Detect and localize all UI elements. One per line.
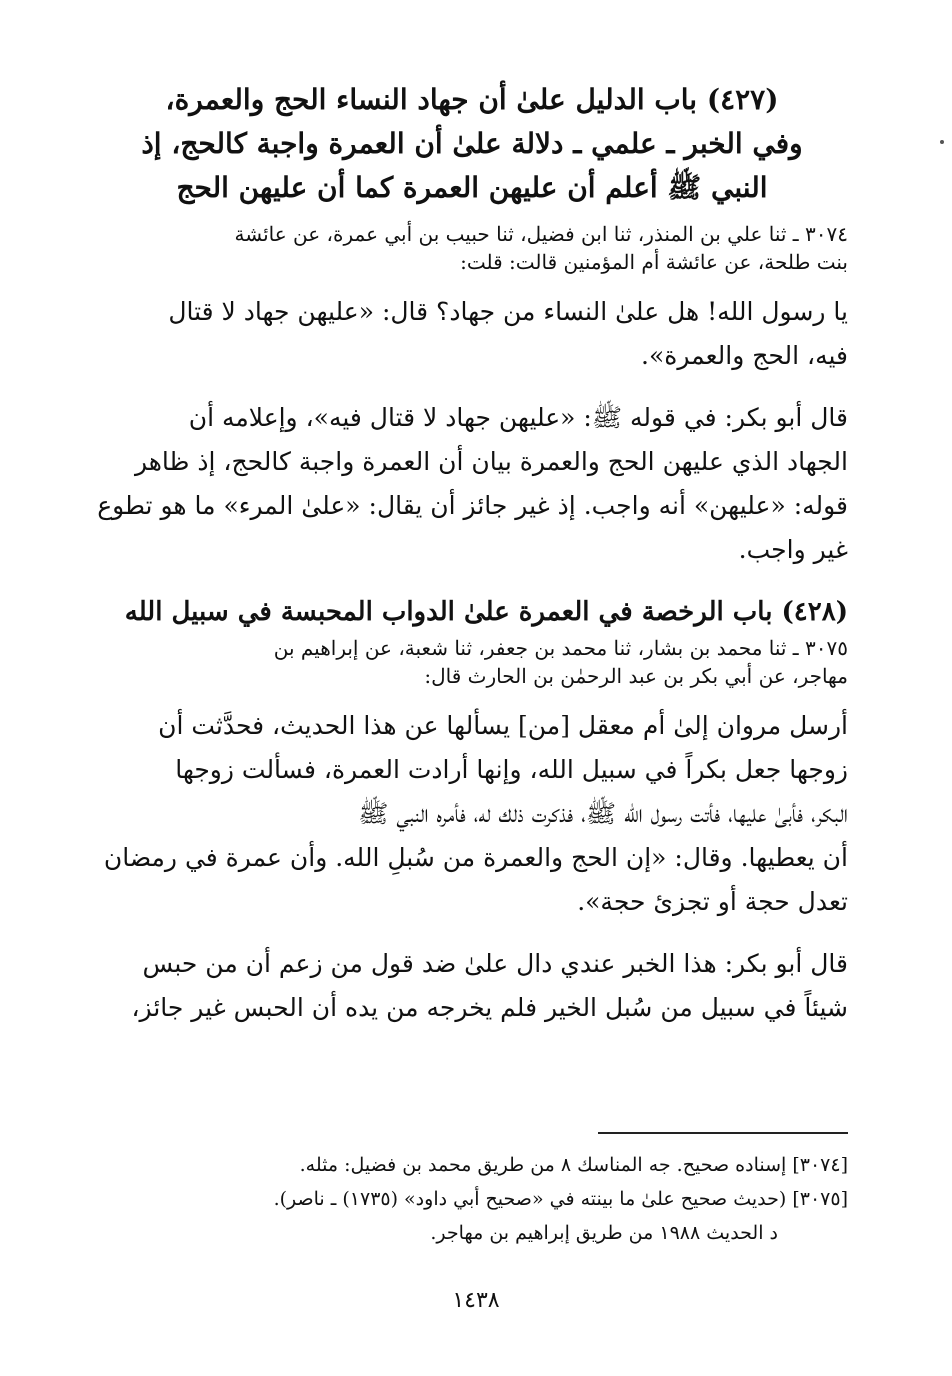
chapter-heading-428 [96, 590, 848, 634]
text-line: يا رسول الله! هل علىٰ النساء من جهاد؟ قال: «عليهن جهاد لا قتال [168, 297, 848, 326]
margin-mark [940, 140, 944, 144]
text-line: قال أبو بكر: في قوله ﷺ: «عليهن جهاد لا قتال فيه»، وإعلامه أن [188, 403, 848, 432]
hadith-3074-text [96, 290, 848, 378]
page-number: ١٤٣٨ [452, 1288, 500, 1313]
hadith-3075-text [96, 704, 848, 924]
footnote-3075: [٣٠٧٥] (حديث صحيح علىٰ ما بينته في «صحيح أبي داود» (١٧٣٥) ـ ناصر). [273, 1188, 848, 1210]
chain-line: بنت طلحة، عن عائشة أم المؤمنين قالت: قلت: [460, 250, 848, 274]
text-line: غير واجب. [738, 535, 848, 564]
chain-line: مهاجر، عن أبي بكر بن عبد الرحمٰن بن الحارث قال: [424, 664, 848, 688]
text-line: قال أبو بكر: هذا الخبر عندي دال علىٰ ضد قول من زعم أن من حبس [142, 949, 848, 978]
text-line: البكر، فأبىٰ عليها، فأتت رسول الله ﷺ، فذكرت ذلك له، فأمره النبي ﷺ [358, 799, 848, 828]
chain-line: ٣٠٧٥ ـ ثنا محمد بن بشار، ثنا محمد بن جعفر، ثنا شعبة، عن إبراهيم بن [273, 636, 848, 660]
heading-line: النبي ﷺ أعلم أن عليهن العمرة كما أن عليهن الحج [176, 171, 768, 204]
text-line: فيه، الحج والعمرة». [641, 341, 848, 370]
heading-line: وفي الخبر ـ علمي ـ دلالة علىٰ أن العمرة واجبة كالحج، إذ [141, 127, 803, 160]
footnote-3075-continued: د الحديث ١٩٨٨ من طريق إبراهيم بن مهاجر. [430, 1222, 778, 1244]
hadith-3074-chain [96, 220, 848, 276]
footnote-3074: [٣٠٧٤] إسناده صحيح. جه المناسك ٨ من طريق محمد بن فضيل: مثله. [299, 1154, 848, 1176]
text-line: الجهاد الذي عليهن الحج والعمرة بيان أن العمرة واجبة كالحج، إذ ظاهر [134, 447, 848, 476]
text-line: قوله: «عليهن» أنه واجب. إذ غير جائز أن يقال: «علىٰ المرء» ما هو تطوع [97, 491, 848, 520]
footnote-divider [598, 1132, 848, 1134]
heading-line: (٤٢٨) باب الرخصة في العمرة علىٰ الدواب المحبسة في سبيل الله [124, 597, 848, 627]
footnotes [96, 1148, 848, 1250]
chain-line: ٣٠٧٤ ـ ثنا علي بن المنذر، ثنا ابن فضيل، ثنا حبيب بن أبي عمرة، عن عائشة [234, 222, 848, 246]
hadith-3075-chain [96, 634, 848, 690]
text-line: زوجها جعل بكراً في سبيل الله، وإنها أرادت العمرة، فسألت زوجها [175, 755, 848, 784]
commentary-paragraph-1 [96, 396, 848, 572]
commentary-paragraph-2 [96, 942, 848, 1030]
text-line: تعدل حجة أو تجزئ حجة». [577, 887, 848, 916]
text-line: أرسل مروان إلىٰ أم معقل [من] يسألها عن هذا الحديث، فحدَّثت أن [158, 711, 848, 740]
heading-line: (٤٢٧) باب الدليل علىٰ أن جهاد النساء الحج والعمرة، [165, 83, 779, 116]
text-line: أن يعطيها. وقال: «إن الحج والعمرة من سُبلِ الله. وأن عمرة في رمضان [103, 843, 848, 872]
chapter-heading-427 [96, 78, 848, 210]
text-line: شيئاً في سبيل من سُبل الخير فلم يخرجه من يده أن الحبس غير جائز، [131, 993, 848, 1022]
